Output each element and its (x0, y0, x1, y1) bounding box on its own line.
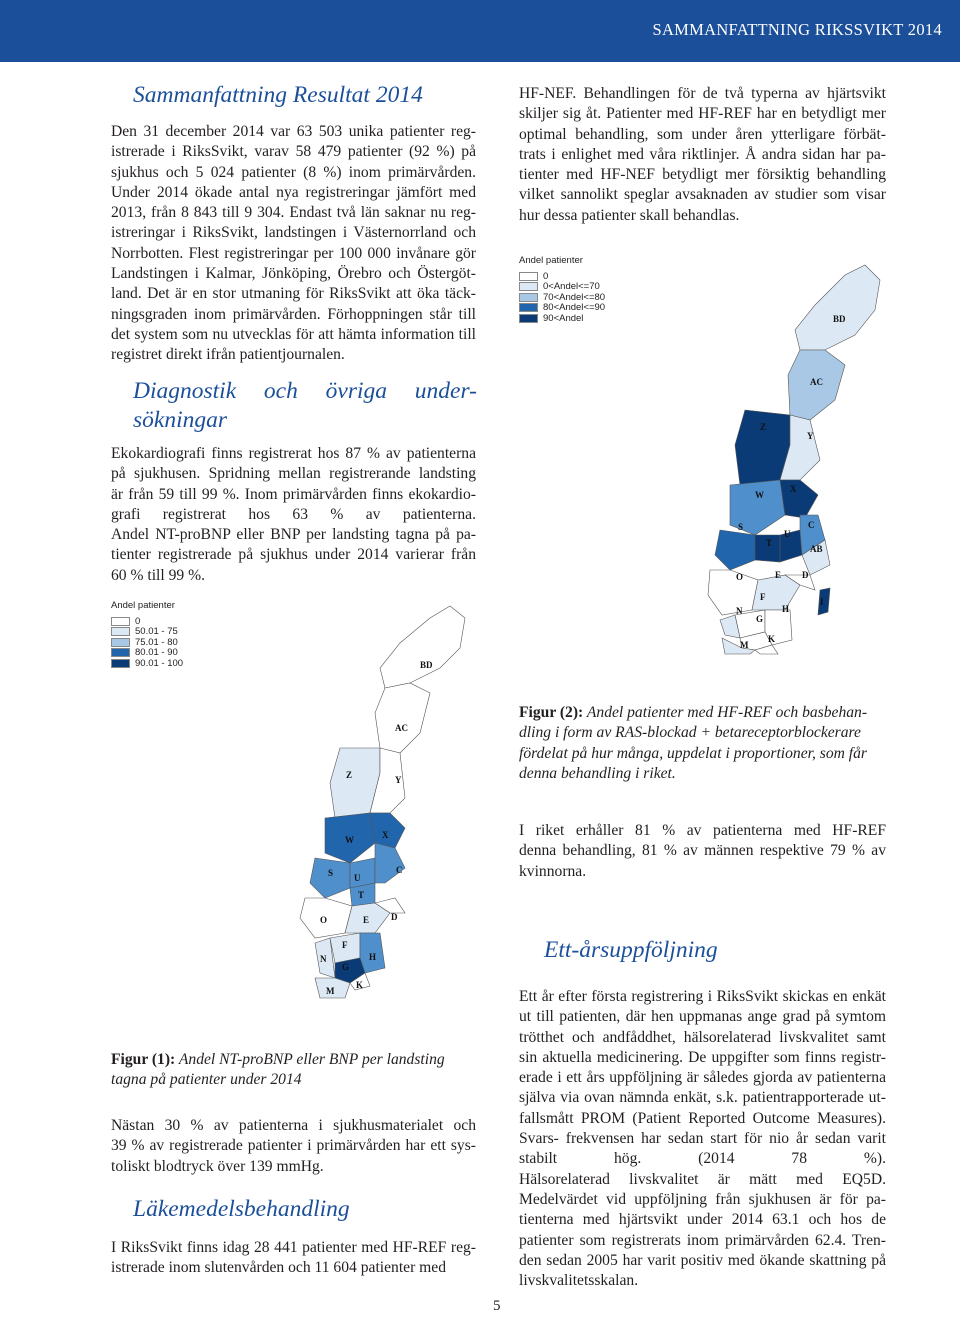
running-header-title: SAMMANFATTNING RIKSSVIKT 2014 (652, 20, 942, 39)
figure1-caption (111, 1050, 476, 1091)
region-s (715, 530, 755, 570)
map2-label-n: N (736, 606, 743, 616)
figure2-caption-label: Figur (2): (519, 704, 584, 721)
text-line: sin aktuella medicinering. De uppgifter som finns registr- (519, 1048, 886, 1066)
diagnostics-heading-line2: sökningar (133, 407, 227, 433)
legend-label: 90.01 - 100 (135, 657, 184, 669)
text-line: den sedan 2005 har varit positiv med ökande skattning på (519, 1251, 886, 1269)
treatment-result-paragraph (519, 821, 886, 882)
legend-item (519, 282, 605, 293)
text-line: optimal behandling, som under åren ytterligare förbät- (519, 125, 886, 143)
legend-label: 75.01 - 80 (135, 636, 178, 648)
text-line: sjukhus och 5 024 patienter (8 %) inom primärvården. (111, 163, 476, 181)
text-line: 2013, från 8 843 till 9 304. Endast två län saknar nu reg- (111, 204, 476, 222)
region-ac (375, 683, 430, 753)
text-line: trötthet och andfåddhet, hälsorelaterad livskvalitet samt (519, 1028, 886, 1046)
region-x (780, 480, 818, 518)
map1-label-ac: AC (395, 723, 408, 733)
map1-label-t: T (358, 890, 365, 900)
medication-heading: Läkemedelsbehandling (133, 1196, 350, 1222)
text-line: på sjukhusen. Spridning mellan registrerande landsting (111, 465, 476, 483)
text-line: Under 2014 ökade antal nya registreringar jämfört med (111, 183, 476, 201)
text-line: livskvalitetsskalan. (519, 1272, 639, 1290)
text-line: trats i enlighet med våra riktlinjer. Å andra sidan har pa- (519, 145, 886, 163)
legend-label: 90<Andel (543, 312, 584, 324)
map1-label-s: S (328, 868, 334, 878)
map1-label-o: O (320, 915, 328, 925)
map2-label-x: X (790, 484, 797, 494)
text-line: själva via ovan nämnda enkät, s.k. patientrapporterade ut- (519, 1089, 886, 1107)
map1-sweden-choropleth (290, 598, 490, 1003)
map1-label-u: U (354, 873, 361, 883)
legend-item (111, 627, 183, 638)
map2-label-w: W (755, 490, 764, 500)
region-bd (795, 265, 880, 350)
map2-label-i: I (820, 597, 824, 607)
map2-label-f: F (760, 592, 766, 602)
region-o (708, 570, 758, 615)
text-line: I RiksSvikt finns idag 28 441 patienter med HF-REF reg- (111, 1239, 476, 1256)
map1-label-d: D (391, 912, 398, 922)
map1-label-w: W (345, 835, 354, 845)
legend-item (519, 313, 605, 324)
legend-item (111, 616, 183, 627)
caption-line: dling i form av RAS-blockad + betareceptorblockerare (519, 724, 861, 742)
map1-label-m: M (326, 986, 335, 996)
diagnostics-heading-line1: Diagnostik och övriga under- (133, 378, 477, 404)
diagnostics-paragraph (111, 444, 476, 586)
legend-item (519, 292, 605, 303)
text-line: denna behandling, 81 % av männen respektive 79 % av (519, 842, 886, 860)
map2-label-u: U (784, 529, 791, 539)
map2-label-s: S (738, 522, 744, 532)
map2-label-z: Z (760, 422, 767, 432)
text-line: toliskt blodtryck över 139 mmHg. (111, 1157, 324, 1175)
map2-label-o: O (736, 572, 744, 582)
legend-label: 80<Andel<=90 (543, 302, 606, 314)
map2-label-d: D (802, 570, 809, 580)
text-line: registret direkt ifrån patientjournalen. (111, 346, 345, 364)
summary-paragraph (111, 122, 476, 366)
text-line: Svars- frekvensen har sedan start för nio år sedan varit (519, 1130, 886, 1148)
text-line: tienter registrerade på sjukhus under 2014 varierar från (111, 546, 476, 564)
legend-swatch (519, 272, 538, 281)
text-line: erade i ett års uppföljning är således gjorda av patienterna (519, 1069, 886, 1087)
region-s (310, 858, 350, 898)
summary-heading: Sammanfattning Resultat 2014 (133, 82, 423, 108)
text-line: är från 59 till 99 %. Inom primärvården finns ekokardio- (111, 485, 476, 503)
caption-line: denna behandling i riket. (519, 764, 676, 782)
figure1-caption-label: Figur (1): (111, 1051, 176, 1068)
text-line: Hälsorelaterad livskvalitet är mätt med EQ5D. (519, 1170, 886, 1188)
caption-line: Andel patienter med HF-REF och basbehan- (583, 704, 868, 721)
map1-label-k: K (356, 980, 364, 990)
legend-swatch (111, 638, 130, 647)
caption-line: fördelat på hur många, uppdelat i proportioner, som får (519, 744, 867, 762)
figure1-caption-text: Andel NT-proBNP eller BNP per landsting tagna på patienter under 2014 (111, 1051, 445, 1089)
legend-swatch (111, 617, 130, 626)
followup-heading: Ett-årsuppföljning (544, 937, 718, 963)
legend-swatch (519, 314, 538, 323)
legend-item (111, 648, 183, 659)
map1-legend (111, 600, 183, 669)
legend-swatch (519, 282, 538, 291)
text-line: istrerade i RiksSvikt, varav 58 479 patienter (92 %) på (111, 143, 476, 161)
map2-label-k: K (768, 634, 776, 644)
legend-label: 0 (135, 615, 141, 627)
text-line: vilket sannolikt speglar avsaknaden av studier som visar (519, 186, 886, 204)
text-line: grafi registrerat hos 63 % av patienterna. (111, 505, 476, 523)
map2-label-ac: AC (810, 377, 823, 387)
text-line: hur dessa patienter skall behandlas. (519, 206, 740, 224)
legend-label: 50.01 - 75 (135, 626, 178, 638)
text-line: 39 % av registrerade patienter i primärvården har ett sys- (111, 1137, 476, 1155)
map1-label-c: C (396, 865, 403, 875)
map1-label-h: H (369, 952, 377, 962)
map2-label-bd: BD (833, 314, 846, 324)
legend-label: 0<Andel<=70 (543, 281, 600, 293)
map1-label-x: X (382, 830, 389, 840)
map2-label-h: H (782, 604, 790, 614)
followup-paragraph (519, 987, 886, 1291)
legend-swatch (519, 293, 538, 302)
map2-label-c: C (808, 520, 815, 530)
legend-label: 0 (543, 270, 549, 282)
text-line: kvinnorna. (519, 862, 587, 880)
map1-label-y: Y (395, 775, 402, 785)
map2-label-ab: AB (810, 544, 823, 554)
legend-item (111, 658, 183, 669)
map2-sweden-choropleth (700, 250, 900, 655)
legend-label: 80.01 - 90 (135, 647, 178, 659)
map2-legend-title: Andel patienter (519, 255, 583, 266)
legend-item (519, 271, 605, 282)
map2-legend (519, 255, 605, 324)
text-line: det system som nu utvecklas för att hämta information till (111, 325, 476, 343)
map1-label-f: F (342, 940, 348, 950)
text-line: istrerade inom slutenvården och 11 604 patienter med (111, 1259, 447, 1277)
map2-label-m: M (740, 640, 749, 650)
map2-label-e: E (775, 570, 782, 580)
text-line: Den 31 december 2014 var 63 503 unika patienter reg- (111, 123, 476, 140)
legend-label: 70<Andel<=80 (543, 291, 606, 303)
text-line: Ett år efter första registrering i RiksSvikt skickas en enkät (519, 988, 886, 1005)
text-line: stabilt hög. (2014 78 %). (519, 1150, 886, 1168)
page-number: 5 (493, 1298, 501, 1314)
legend-item (111, 637, 183, 648)
map2-label-y: Y (807, 431, 814, 441)
text-line: Medelvärdet vid uppföljning från sjukhusen är för pa- (519, 1190, 886, 1208)
map1-label-bd: BD (420, 660, 433, 670)
text-line: HF-NEF. Behandlingen för de två typerna av hjärtsvikt (519, 85, 886, 102)
map1-label-g: G (342, 962, 350, 972)
text-line: Andel NT-proBNP eller BNP per landsting tagna på pa- (111, 526, 476, 544)
region-c (375, 843, 405, 883)
map1-label-n: N (320, 954, 327, 964)
map2-label-t: T (766, 538, 773, 548)
medication-paragraph (111, 1238, 476, 1279)
text-line: Norrbotten. Flest registreringar per 100 000 invånare gör (111, 244, 476, 262)
map1-label-z: Z (346, 770, 353, 780)
text-line: istreringar i RiksSvikt, landstingen i Västernorrland och (111, 224, 476, 242)
map1-label-e: E (363, 915, 370, 925)
text-line: ut till patienten, där hen uppmanas ange grad på symtom (519, 1008, 886, 1026)
treatment-types-paragraph (519, 84, 886, 226)
text-line: 60 % till 99 %. (111, 566, 205, 584)
text-line: tienterna med hjärtsvikt under 2014 63.1 och hos de (519, 1211, 886, 1229)
text-line: ningsgraden inom primärvården. Förhoppningen står till (111, 305, 476, 323)
region-bd (380, 606, 465, 688)
text-line: tienter med HF-NEF betydligt mer försiktig behandling (519, 166, 886, 184)
text-line: Nästan 30 % av patienterna i sjukhusmaterialet och (111, 1117, 476, 1134)
text-line: I riket erhåller 81 % av patienterna med HF-REF (519, 822, 886, 839)
text-line: skiljer sig åt. Patienter med HF-REF har en betydligt mer (519, 105, 886, 123)
legend-swatch (111, 659, 130, 668)
text-line: fallsmått PROM (Patient Reported Outcome Measures). (519, 1109, 886, 1127)
text-line: Ekokardiografi finns registrerat hos 87 % av patienterna (111, 445, 476, 462)
map1-legend-title: Andel patienter (111, 600, 175, 611)
map2-label-g: G (756, 614, 764, 624)
legend-swatch (111, 648, 130, 657)
legend-item (519, 303, 605, 314)
legend-swatch (111, 627, 130, 636)
text-line: Landstingen i Kalmar, Jönköping, Örebro och Östergöt- (111, 265, 476, 283)
blood-pressure-paragraph (111, 1116, 476, 1177)
legend-swatch (519, 303, 538, 312)
figure2-caption (519, 703, 886, 784)
text-line: patienter som registrerats inom primärvården 62.4. Tren- (519, 1231, 886, 1249)
diagnostics-heading (133, 378, 477, 434)
text-line: land. Det är en stor utmaning för RiksSvikt att öka täck- (111, 285, 476, 303)
